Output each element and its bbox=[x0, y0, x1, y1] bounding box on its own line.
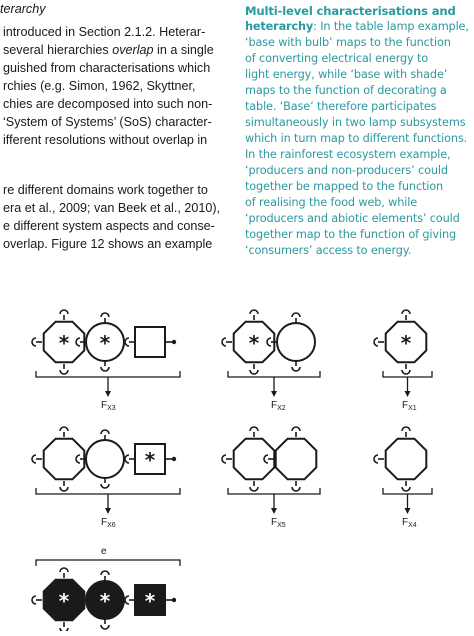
sidebar-line: ‘consumers’ access to energy. bbox=[245, 244, 412, 257]
body-line-overlap bbox=[3, 42, 214, 58]
output-dot-icon bbox=[172, 598, 176, 602]
sidebar-line: together map to the function of giving bbox=[245, 228, 456, 241]
socket-icon bbox=[292, 313, 300, 317]
socket-icon bbox=[292, 487, 300, 491]
sidebar-line: together be mapped to the function bbox=[245, 180, 444, 193]
body-line: chies are decomposed into such non- bbox=[3, 97, 213, 111]
body-line: introduced in Section 2.1.2. Heterar- bbox=[3, 25, 206, 39]
body-line: ifferent resolutions without overlap in bbox=[3, 133, 208, 147]
socket-icon bbox=[101, 571, 109, 575]
function-label-fx1: $F_{X1}$ bbox=[402, 400, 417, 412]
socket-icon bbox=[60, 568, 68, 572]
grouping-bracket bbox=[36, 560, 180, 566]
socket-icon bbox=[402, 487, 410, 491]
square-component-icon bbox=[135, 327, 165, 357]
socket-icon bbox=[125, 596, 129, 604]
sidebar-line: In the rainforest ecosystem example, bbox=[245, 148, 451, 161]
function-label-fx2: $F_{X2}$ bbox=[271, 400, 286, 412]
sidebar-line: light energy, while ‘base with shade’ bbox=[245, 68, 448, 81]
star-icon: * bbox=[58, 331, 70, 355]
socket-icon bbox=[60, 487, 68, 491]
socket-icon bbox=[60, 310, 68, 314]
grouping-bracket bbox=[36, 371, 180, 377]
socket-icon bbox=[222, 455, 226, 463]
body-line: era et al., 2009; van Beek et al., 2010), bbox=[3, 201, 221, 215]
body-line: re different domains work together to bbox=[3, 183, 208, 197]
socket-icon bbox=[250, 487, 258, 491]
arrow-down-icon bbox=[271, 391, 277, 397]
emergent-label-e: e bbox=[101, 546, 107, 557]
socket-icon bbox=[402, 370, 410, 374]
sidebar-line: ‘producers and non-producers’ could bbox=[245, 164, 448, 177]
function-label-fx5: $F_{X5}$ bbox=[271, 517, 286, 529]
circle-component-icon bbox=[86, 440, 124, 478]
socket-icon bbox=[32, 455, 36, 463]
sidebar-line: maps to the function of decorating a bbox=[245, 84, 447, 97]
star-icon: * bbox=[99, 331, 111, 355]
function-label-fx3: $F_{X3}$ bbox=[101, 400, 116, 412]
octagon-component-icon bbox=[276, 439, 317, 480]
sidebar-line: ‘producers and abiotic elements’ could bbox=[245, 212, 460, 225]
sidebar-title-term: heterarchy bbox=[245, 20, 314, 33]
socket-icon bbox=[402, 310, 410, 314]
sidebar-title-line2 bbox=[245, 19, 469, 35]
sidebar-line: of converting electrical energy to bbox=[245, 52, 429, 65]
circle-component-icon bbox=[277, 323, 315, 361]
arrow-down-icon bbox=[271, 508, 277, 514]
socket-icon bbox=[292, 367, 300, 371]
function-label-fx4: $F_{X4}$ bbox=[402, 517, 417, 529]
star-icon: * bbox=[144, 448, 156, 472]
grouping-bracket bbox=[36, 488, 180, 494]
arrow-down-icon bbox=[405, 391, 411, 397]
body-line: ‘System of Systems’ (SoS) character- bbox=[3, 115, 212, 129]
grouping-bracket bbox=[228, 488, 320, 494]
output-dot-icon bbox=[172, 340, 176, 344]
star-icon: * bbox=[144, 589, 156, 613]
sidebar-line: ‘base with bulb’ maps to the function bbox=[245, 36, 451, 49]
body-line: overlap. Figure 12 shows an example bbox=[3, 237, 213, 251]
socket-icon bbox=[250, 370, 258, 374]
socket-icon bbox=[125, 338, 129, 346]
star-icon: * bbox=[400, 331, 412, 355]
socket-icon bbox=[374, 338, 378, 346]
socket-icon bbox=[292, 427, 300, 431]
body-line: guished from characterisations which bbox=[3, 61, 211, 75]
body-line-part: several hierarchies bbox=[3, 43, 113, 57]
arrow-down-icon bbox=[405, 508, 411, 514]
sidebar-title: Multi-level characterisations and bbox=[245, 4, 456, 18]
socket-icon bbox=[374, 455, 378, 463]
socket-icon bbox=[125, 455, 129, 463]
socket-icon bbox=[402, 427, 410, 431]
socket-icon bbox=[250, 427, 258, 431]
star-icon: * bbox=[248, 331, 260, 355]
sidebar-line: simultaneously in two lamp subsystems bbox=[245, 116, 466, 129]
socket-icon bbox=[222, 338, 226, 346]
socket-icon bbox=[60, 427, 68, 431]
sidebar-line: table. ‘Base’ therefore participates bbox=[245, 100, 437, 113]
socket-icon bbox=[101, 625, 109, 629]
socket-icon bbox=[101, 313, 109, 317]
function-label-fx6: $F_{X6}$ bbox=[101, 517, 116, 529]
octagon-component-icon bbox=[44, 439, 85, 480]
sidebar-title-suffix: : In the table lamp example, bbox=[313, 20, 469, 33]
body-line-emphasis: overlap bbox=[112, 43, 154, 57]
grouping-bracket bbox=[228, 371, 320, 377]
figure-12-diagram bbox=[0, 300, 474, 631]
body-line: rchies (e.g. Simon, 1962, Skyttner, bbox=[3, 79, 196, 93]
sidebar-line: of realising the food web, while bbox=[245, 196, 418, 209]
socket-icon bbox=[101, 367, 109, 371]
socket-icon bbox=[32, 596, 36, 604]
body-line: e different system aspects and conse- bbox=[3, 219, 215, 233]
body-line-part: in a single bbox=[153, 43, 214, 57]
sidebar-line: which in turn map to different functions. bbox=[245, 132, 468, 145]
star-icon: * bbox=[99, 589, 111, 613]
heterarchy-diagram bbox=[0, 300, 474, 631]
socket-icon bbox=[60, 370, 68, 374]
socket-icon bbox=[32, 338, 36, 346]
socket-icon bbox=[101, 430, 109, 434]
section-heading-fragment: terarchy bbox=[0, 2, 46, 16]
output-dot-icon bbox=[172, 457, 176, 461]
octagon-component-icon bbox=[386, 439, 427, 480]
star-icon: * bbox=[58, 589, 70, 613]
arrow-down-icon bbox=[105, 391, 111, 397]
socket-icon bbox=[250, 310, 258, 314]
socket-icon bbox=[101, 484, 109, 488]
arrow-down-icon bbox=[105, 508, 111, 514]
